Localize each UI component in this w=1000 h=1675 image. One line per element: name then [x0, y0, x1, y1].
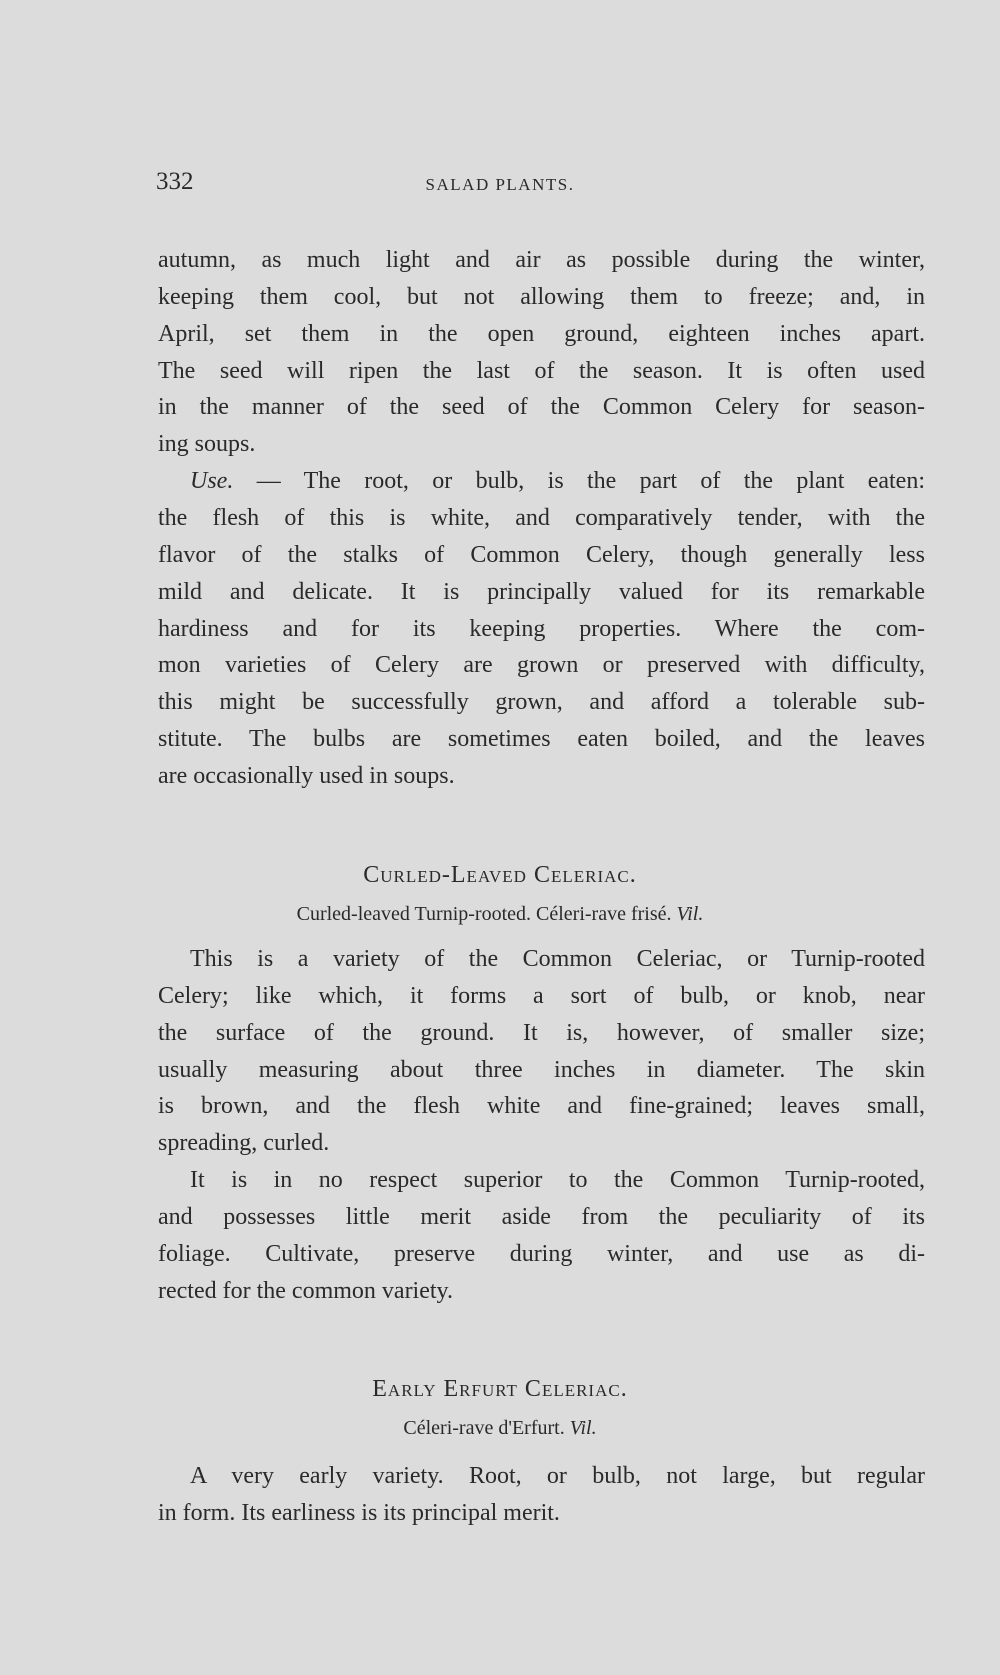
text-line	[190, 463, 925, 500]
text-line	[190, 1162, 925, 1199]
text-line	[158, 574, 925, 611]
text-line	[158, 1015, 925, 1052]
line-text: Celery; like which, it forms a sort of bulb, or knob, near	[158, 982, 925, 1009]
line-text: in the manner of the seed of the Common Celery for season-	[158, 394, 925, 421]
text-line	[158, 1125, 925, 1162]
text-line	[158, 389, 925, 426]
line-text: mild and delicate. It is principally valued for its remarkable	[158, 578, 925, 605]
line-text: April, set them in the open ground, eighteen inches apart.	[158, 320, 925, 347]
text-line	[158, 279, 925, 316]
line-text: in form. Its earliness is its principal merit.	[158, 1499, 560, 1526]
text-line	[158, 721, 925, 758]
line-text: keeping them cool, but not allowing them to freeze; and, in	[158, 283, 925, 310]
line-text: the flesh of this is white, and comparatively tender, with the	[158, 504, 925, 531]
line-text: foliage. Cultivate, preserve during winter, and use as di-	[158, 1240, 925, 1267]
line-text: hardiness and for its keeping properties. Where the com-	[158, 615, 925, 642]
paragraph-label: Use.	[190, 468, 234, 495]
text-line	[158, 1088, 925, 1125]
line-text: mon varieties of Celery are grown or preserved with difficulty,	[158, 652, 925, 679]
line-text: — The root, or bulb, is the part of the plant eaten:	[256, 468, 926, 495]
text-line	[158, 611, 925, 648]
line-text: A very early variety. Root, or bulb, not large, but regular	[190, 1463, 925, 1489]
text-line	[158, 1052, 925, 1089]
text-line	[158, 1199, 925, 1236]
line-text: This is a variety of the Common Celeriac, or Turnip-rooted	[190, 946, 925, 972]
section-heading: Curled-Leaved Celeriac.	[363, 862, 637, 888]
text-line	[190, 941, 925, 978]
text-line	[158, 537, 925, 574]
text-line	[158, 353, 925, 390]
text-line	[158, 684, 925, 721]
line-text: autumn, as much light and air as possible during the winter,	[158, 247, 925, 273]
section-synonyms	[0, 903, 1000, 926]
line-text: rected for the common variety.	[158, 1277, 453, 1304]
section-heading: Early Erfurt Celeriac.	[372, 1376, 628, 1402]
text-line	[158, 1273, 925, 1310]
synonyms-text: Curled-leaved Turnip-rooted. Céleri-rave frisé.	[296, 903, 672, 925]
text-line	[158, 426, 925, 463]
text-line	[158, 978, 925, 1015]
text-line	[158, 758, 925, 795]
text-line	[158, 242, 925, 279]
line-text: It is in no respect superior to the Common Turnip-rooted,	[190, 1167, 925, 1194]
section-synonyms	[0, 1417, 1000, 1440]
line-text: ing soups.	[158, 431, 256, 458]
authority-abbrev: Vil.	[676, 903, 704, 925]
text-line	[158, 500, 925, 537]
line-text: The seed will ripen the last of the season. It is often used	[158, 357, 925, 384]
line-text: this might be successfully grown, and afford a tolerable sub-	[158, 689, 925, 716]
line-text: the surface of the ground. It is, however, of smaller size;	[158, 1019, 925, 1046]
text-line	[158, 316, 925, 353]
page-number: 332	[156, 168, 194, 195]
text-line	[158, 1236, 925, 1273]
text-line	[158, 1495, 925, 1532]
line-text: are occasionally used in soups.	[158, 762, 455, 789]
line-text: spreading, curled.	[158, 1130, 330, 1157]
text-line	[190, 1458, 925, 1495]
text-line	[158, 647, 925, 684]
synonyms-text: Céleri-rave d'Erfurt.	[403, 1417, 565, 1439]
line-text: is brown, and the flesh white and fine-grained; leaves small,	[158, 1093, 925, 1120]
running-title: SALAD PLANTS.	[425, 175, 575, 194]
line-text: and possesses little merit aside from the peculiarity of its	[158, 1203, 925, 1230]
line-text: flavor of the stalks of Common Celery, though generally less	[158, 541, 925, 568]
line-text: usually measuring about three inches in diameter. The skin	[158, 1056, 925, 1083]
authority-abbrev: Vil.	[569, 1417, 597, 1439]
line-text: stitute. The bulbs are sometimes eaten boiled, and the leaves	[158, 726, 925, 753]
